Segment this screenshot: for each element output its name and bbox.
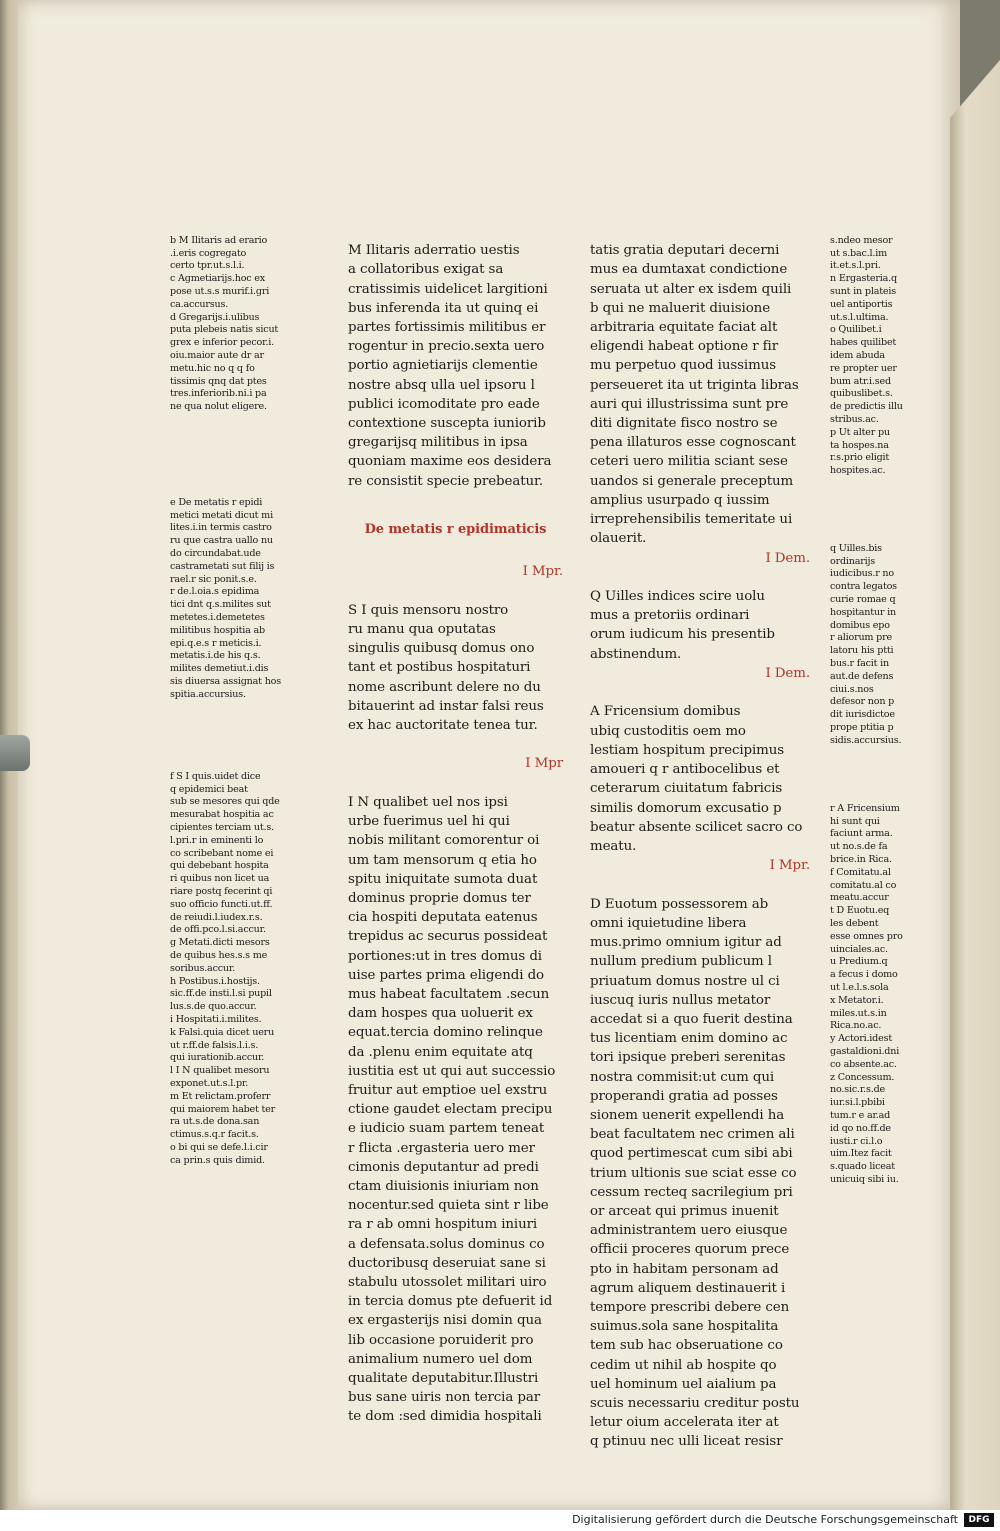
main-text-right-column (590, 222, 810, 1471)
main-right-para-3: A Fricensium domibus ubiq custoditis oem mo lestiam hospitum precipimus amoueri q r antibocelibus et ceterarum ciuitatum fabricis similis domorum excusatio p beatur absente scilicet sacro co meatu. (590, 704, 803, 854)
main-left-para-1: M Ilitaris aderratio uestis a collatoribus exigat sa cratissimis uidelicet largitioni bus inferenda ita ut quinq ei partes fortissimis militibus er rogentur in precio.sexta uero portio agnietiarijs clementie nostre absq ulla uel ipsoru l publici icomoditate pro eade contextione suscepta iuniorib gregarijsq militibus in ipsa quoniam maxime eos desidera re consistit specie prebeatur. (348, 243, 552, 489)
funding-credit: Digitalisierung gefördert durch die Deutsche Forschungsgemeinschaft (572, 1513, 958, 1526)
label-idem-2: I Dem. (765, 666, 810, 682)
gloss-right-block-1: s.ndeo mesor ut s.bac.l.im it.et.s.l.pri. n Ergasteria.q sunt in plateis uel antiportis ut.s.l.ultima. o Quilibet.i habes quilibet idem abuda re propter uer bum atr.i.sed quibuslibet.s. de predictis illu stribus.ac. p Ut alter pu ta hospes.na r.s.prio eligit hospites.ac. (830, 234, 903, 477)
next-leaf-edge (950, 60, 1000, 1510)
dfg-logo: DFG (964, 1513, 994, 1527)
label-imperator-2: I Mpr (525, 756, 563, 772)
label-imperator-1: I Mpr. (522, 564, 563, 580)
main-right-para-4: D Euotum possessorem ab omni iquietudine libera mus.primo omnium igitur ad nullum predium publicum l priuatum domus nostre ul ci iuscuq iuris nullus metator accedat si a quo fuerit destina tus licentiam enim domino ac tori ipsique preberi serenitas nostra commisit:ut cum qui properandi gratia ad posses sionem uenerit expellendi ha beat facultatem nec crimen ali quod pertimescat cum sibi abi trium ultionis sue sciat esse co cessum recteq sacrilegium pri or arceat qui primus inuenit administrantem uero eiusque officii proceres quorum prece pto in habitam personam ad agrum aliquem destinauerit i tempore prescribi debere cen suimus.sola sane hospitalita tem sub hac obseruatione co cedim ut nihil ab hospite qo uel hominum uel aialium pa scuis necessariu creditur postu letur oium accelerata iter at q ptinuu nec ulli liceat resisr (590, 896, 800, 1450)
gloss-right-column (830, 222, 942, 491)
digitization-footer (0, 1510, 1000, 1531)
gloss-left-block-1: b M Ilitaris ad erario .i.eris cogregato certo tpr.ut.s.l.i. c Agmetiarijs.hoc ex pose ut.s.s murif.i.gri ca.accursus. d Gregarijs.i.ulibus puta plebeis natis sicut grex e inferior pecor.i. oiu.maior aute dr ar metu.hic no q q fo tissimis qnq dat ptes tres.inferiorib.ni.i pa ne qua nolut eligere. (170, 234, 279, 413)
gloss-right-column-3 (830, 790, 942, 1200)
main-text-left-column (348, 222, 563, 1446)
label-imperator-3: I Mpr. (769, 858, 810, 874)
gloss-left-column-2 (170, 484, 300, 714)
main-left-para-3: I N qualibet uel nos ipsi urbe fuerimus uel hi qui nobis militant comorentur oi um tam mensorum q etia ho spitu iniquitate sumota duat dominus proprie domus ter cia hospiti deputata eatenus trepidus ac securus possideat portiones:ut in tres domus di uise partes prima eligendi do mus habeat facultatem .secun dam hospes qua uoluerit ex equat.tercia domino relinque da .plenu enim equitate atq iustitia est ut qui aut successio fruitur aut emptioe uel exstru ctione gaudet electam precipu e iudicio suam partem teneat r flicta .ergasteria uero mer cimonis deputantur ad predi ctam diuisionis iniuriam non nocentur.sed quieta sint r libe ra r ab omni hospitum iniuri a defensata.solus dominus co ductoribusq deseruiat sane si stabulu utossolet militari uiro in tercia domus pte defuerit id ex ergasterijs nisi domin qua lib occasione poruiderit pro animalium numero uel dom qualitate deputabitur.Illustri bus sane uiris non tercia par te dom :sed dimidia hospitali (348, 794, 556, 1425)
section-rubric: De metatis r epidimaticis (364, 522, 547, 538)
label-idem-1: I Dem. (765, 550, 810, 566)
book-clasp (0, 735, 30, 771)
gloss-left-column-3 (170, 758, 300, 1180)
gloss-right-block-2: q Uilles.bis ordinarijs iudicibus.r no contra legatos curie romae q hospitantur in domibus epo r aliorum pre latoru his ptti bus.r facit in aut.de defens ciui.s.nos defesor non p dit iurisdictoe prope ptitia p sidis.accursius. (830, 542, 902, 746)
gloss-right-column-2 (830, 530, 942, 760)
main-right-para-2: Q Uilles indices scire uolu mus a pretoriis ordinari orum iudicum his presentib abstinendum. (590, 589, 775, 662)
gloss-left-block-3: f S I quis.uidet dice q epidemici beat sub se mesores qui qde mesurabat hospitia ac cipientes terciam ut.s. l.pri.r in eminenti lo co scribebant nome ei qui debebant hospita ri quibus non licet ua riare postq fecerint qi suo officio functi.ut.ff. de reiudi.l.iudex.r.s. de offi.pco.l.si.accur. g Metati.dicti mesors de quibus hes.s.s me soribus.accur. h Postibus.i.hostijs. sic.ff.de insti.l.si pupil lus.s.de quo.accur. i Hospitati.i.milites. k Falsi.quia dicet ueru ut r.ff.de falsis.l.i.s. qui iurationib.accur. l I N qualibet mesoru exponet.ut.s.l.pr. m Et relictam.proferr qui maiorem habet ter ra ut.s.de dona.san ctimus.s.q.r facit.s. o bi qui se defe.l.i.cir ca prin.s quis dimid. (170, 770, 280, 1166)
gloss-left-column (170, 222, 300, 427)
gloss-right-block-3: r A Fricensium hi sunt qui faciunt arma. ut no.s.de fa brice.in Rica. f Comitatu.al comitatu.al co meatu.accur t D Euotu.eq les debent esse omnes pro uinciales.ac. u Predium.q a fecus i domo ut l.e.l.s.sola x Metator.i. miles.ut.s.in Rica.no.ac. y Actori.idest gastaldioni.dni co absente.ac. z Concessum. no.sic.r.s.de iur.si.l.pbibi tum.r e ar.ad id qo no.ff.de iusti.r ci.l.o uim.Itez facit s.quado liceat unicuiq sibi iu. (830, 802, 903, 1185)
main-right-para-1: tatis gratia deputari decerni mus ea dumtaxat condictione seruata ut alter ex isdem quili b qui ne maluerit diuisione arbitraria equitate faciat alt eligendi habeat optione r fir mu perpetuo quod iussimus perseueret ita ut triginta libras auri qui illustrissima sunt pre diti dignitate fisco nostro se pena illaturos esse cognoscant ceteri uero militia sciant sese uandos si generale preceptum amplius usurpado q iussim irreprehensibilis temeritate ui olauerit. (590, 243, 799, 547)
gloss-left-block-2: e De metatis r epidi metici metati dicut mi lites.i.in termis castro ru que castra uallo nu do circundabat.ude castrametati sut filij is rael.r sic ponit.s.e. r de.l.oia.s epidima tici dnt q.s.milites sut metetes.i.demetetes militibus hospitia ab epi.q.e.s r meticis.i. metatis.i.de his q.s. milites demetiut.i.dis sis diuersa assignat hos spitia.accursius. (170, 496, 281, 700)
main-left-para-2: S I quis mensoru nostro ru manu qua oputatas singulis quibusq domus ono tant et postibus hospitaturi nome ascribunt delere no du bitauerint ad instar falsi reus ex hac auctoritate tenea tur. (348, 602, 544, 734)
